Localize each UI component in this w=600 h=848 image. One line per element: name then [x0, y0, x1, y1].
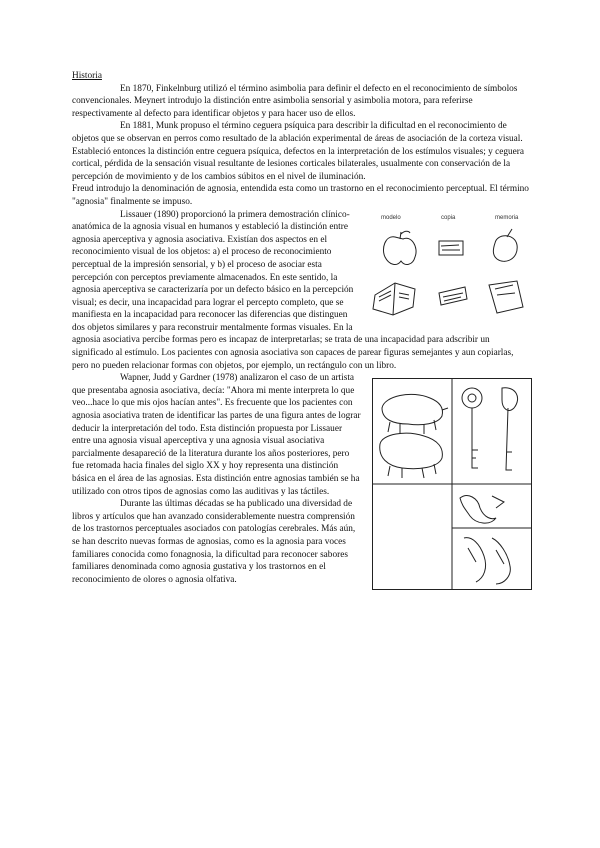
section-heading: Historia — [72, 71, 102, 81]
paragraph-5: Wapner, Judd y Gardner (1978) analizaron el caso de un artista que presentaba agnosia asociativa, decía: "Ahora mi mente interpreta lo que veo...hace lo que mis ojos hacían antes". Es frecuente que los pacientes con agnosia asociativa traten de identificar las partes de una figura antes de lograr deducir la interpretación del todo. Esta distinción propuesta por Lissauer entre una agnosia visual aperceptiva y una agnosia visual asociativa parcialmente desapareció de la literatura durante los años posteriores, pero fue retomada hacia finales del siglo XX y hoy representa una distinción básica en el área de las agnosias. Esta distinción entre agnosias también se ha utilizado con otros tipos de agnosias como las auditivas y las táctiles. — [72, 373, 361, 497]
copy-drawing-2 — [439, 287, 467, 305]
figure-label-memory: memoria — [495, 214, 519, 221]
object-drawings-illustration — [372, 378, 532, 590]
figure-label-model: modelo — [381, 214, 401, 221]
key-drawing-2 — [502, 388, 518, 411]
paragraph-2: En 1881, Munk propuso el término ceguera psíquica para describir la dificultad en el reconocimiento de objetos que se observan en perros como resultado de la ablación experimental de áreas de asociación de la corteza visual. Estableció entonces la distinción entre ceguera psíquica, defectos en la interpretación de los estímulos visuales; y ceguera cortical, pérdida de la sensación visual resultante de lesiones corticales bilaterales, usualmente con conservación de la percepción de movimiento y de los cambios súbitos en el nivel de iluminación. — [72, 121, 525, 182]
key-drawing-1 — [462, 388, 482, 408]
figure-copy-drawings — [367, 215, 532, 325]
document-page — [72, 70, 532, 596]
paragraph-3: Freud introdujo la denominación de agnosia, entendida esta como un trastorno en el reconocimiento perceptual. El término "agnosia" finalmente se impuso. — [72, 184, 529, 207]
paragraph-1: En 1870, Finkelnburg utilizó el término asimbolia para definir el defecto en el reconocimiento de símbolos convencionales. Meynert introdujo la distinción entre asimbolia sensorial y asimbolia motora, para referirse respectivamente al defecto para identificar objetos y para hacer uso de ellos. — [72, 83, 518, 119]
pig-drawing-2 — [380, 433, 443, 469]
figure-object-drawings — [372, 378, 532, 590]
pig-drawing-1 — [382, 395, 443, 425]
figure-label-copy: copia — [441, 214, 456, 221]
copy-drawings-illustration — [367, 215, 532, 325]
memory-drawing-1 — [493, 235, 517, 261]
paragraph-6: Durante las últimas décadas se ha publicado una diversidad de libros y artículos que han avanzado considerablemente nuestra comprensión de los trastornos perceptuales asociados con patologías cerebrales. Más aún, se han descrito nuevas formas de agnosias, como es la agnosia para voces familiares conocida como fonagnosia, la dificultad para reconocer sabores familiares denominada como agnosia gustativa y los trastornos en el reconocimiento de olores o agnosia olfativa. — [72, 499, 356, 585]
memory-drawing-2 — [489, 281, 523, 313]
apple-drawing — [383, 236, 416, 264]
copy-drawing-1 — [439, 241, 463, 255]
paragraph-4: Lissauer (1890) proporcionó la primera demostración clínico-anatómica de la agnosia visual en humanos y estableció la distinción entre agnosia aperceptiva y agnosia asociativa. Existían dos aspectos en el reconocimiento visual de los objetos: a) el proceso de reconocimiento perceptual de la impresión sensorial, y b) el proceso de asociar esta percepción con perceptos previamente almacenados. En este sentido, la agnosia aperceptiva se caracterizaría por un defecto básico en la percepción visual; es decir, una incapacidad para lograr el percepto completo, que se manifiesta en la incapacidad para reconocer las diferencias que distinguen dos objetos similares y para reconstruir mentalmente formas visuales. En la agnosia asociativa percibe formas pero es incapaz de interpretarlas; se trata de una incapacidad para adscribir un significado al estímulo. Los pacientes con agnosia asociativa son capaces de parear figuras semejantes y aun copiarlas, pero no pueden relacionar formas con objetos, por ejemplo, un rectángulo con un libro. — [72, 209, 514, 371]
bird-drawing-1 — [460, 496, 496, 523]
